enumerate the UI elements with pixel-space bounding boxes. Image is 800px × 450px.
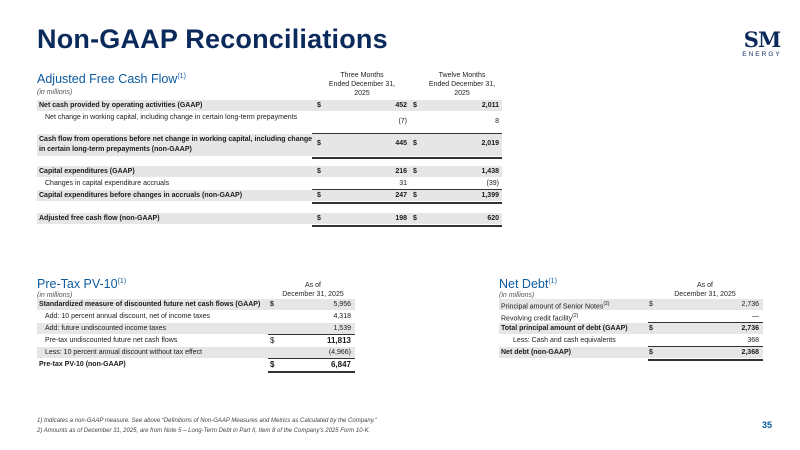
- netdebt-row-net-debt: Net debt (non-GAAP) $ 2,368: [499, 347, 763, 358]
- afcf-row-operating-cash: Net cash provided by operating activities (GAAP) $ 452 $ 2,011: [37, 100, 502, 111]
- footnote-2: 2) Amounts as of December 31, 2025, are from Note 5 – Long-Term Debt in Part II, Item 8 of the Company’s 2025 Form 10-K.: [37, 428, 371, 434]
- pv10-row-undiscounted: Pre-tax undiscounted future net cash flows $ 11,813: [45, 336, 351, 345]
- pv10-row-add-discount: Add: 10 percent annual discount, net of income taxes 4,318: [45, 313, 351, 320]
- netdebt-row-less-cash: Less: Cash and cash equivalents 368: [513, 337, 759, 344]
- afcf-row-capex-accruals: Changes in capital expenditure accruals 31 (39): [45, 180, 499, 187]
- pv10-final-rule: [268, 371, 355, 373]
- company-logo: [740, 27, 784, 58]
- afcf-row-capex-before-accruals: Capital expenditures before changes in accruals (non-GAAP) $ 247 $ 1,399: [37, 190, 502, 201]
- page-title: Non-GAAP Reconciliations: [37, 24, 388, 54]
- pv10-title: Pre-Tax PV-10$^{(1)}$: [37, 277, 127, 291]
- pv10-row-less-discount: Less: 10 percent annual discount without tax effect (4,966): [37, 347, 355, 358]
- afcf-row-capex: Capital expenditures (GAAP) $ 216 $ 1,438: [37, 166, 502, 177]
- netdebt-row-total-debt: Total principal amount of debt (GAAP) $ 2,736: [499, 323, 763, 334]
- netdebt-row-revolver: Revolving credit facility$^{(2)}$ —: [501, 313, 759, 323]
- netdebt-units: (in millions): [499, 292, 535, 299]
- footnote-1: 1) Indicates a non-GAAP measure. See above “Definitions of Non-GAAP Measures and Metrics as Calculated by the Company.”: [37, 418, 377, 424]
- pv10-row-pv10: Pre-tax PV-10 (non-GAAP) $ 6,847: [39, 360, 351, 369]
- page-number: 35: [762, 420, 773, 430]
- netdebt-final-rule: [648, 359, 763, 361]
- pv10-units: (in millions): [37, 292, 73, 299]
- afcf-units: (in millions): [37, 89, 73, 96]
- afcf-row-cfo-before-wc: Cash flow from operations before net change in working capital, including change in certain long-term prepayments (non-GAAP) $ 445 $ 2,019: [37, 134, 502, 156]
- logo-subtitle: ENERGY: [742, 51, 782, 58]
- netdebt-row-senior-notes: Principal amount of Senior Notes$^{(2)}$ $ 2,736: [499, 299, 763, 310]
- afcf-row-adjusted-fcf: Adjusted free cash flow (non-GAAP) $ 198 $ 620: [37, 213, 502, 224]
- netdebt-title: Net Debt$^{(1)}$: [499, 277, 557, 291]
- pv10-col-header: As of December 31, 2025: [282, 282, 344, 298]
- afcf-final-rule: [312, 225, 502, 227]
- afcf-capex-total-rule: [312, 202, 502, 204]
- afcf-row-working-capital: Net change in working capital, including change in certain long-term prepayments (7) 8: [45, 114, 499, 125]
- pv10-row-add-taxes: Add: future undiscounted income taxes 1,539: [37, 323, 355, 334]
- netdebt-col-header: As of December 31, 2025: [674, 282, 736, 298]
- afcf-title: Adjusted Free Cash Flow$^{(1)}$: [37, 72, 186, 86]
- afcf-total-rule: [312, 157, 502, 159]
- afcf-col-twelve-months: Twelve Months Ended December 31, 2025: [428, 72, 496, 97]
- logo-mark: SM: [743, 27, 781, 52]
- afcf-col-three-months: Three Months Ended December 31, 2025: [328, 72, 396, 97]
- pv10-row-standardized-measure: Standardized measure of discounted future net cash flows (GAAP) $ 5,956: [37, 299, 355, 310]
